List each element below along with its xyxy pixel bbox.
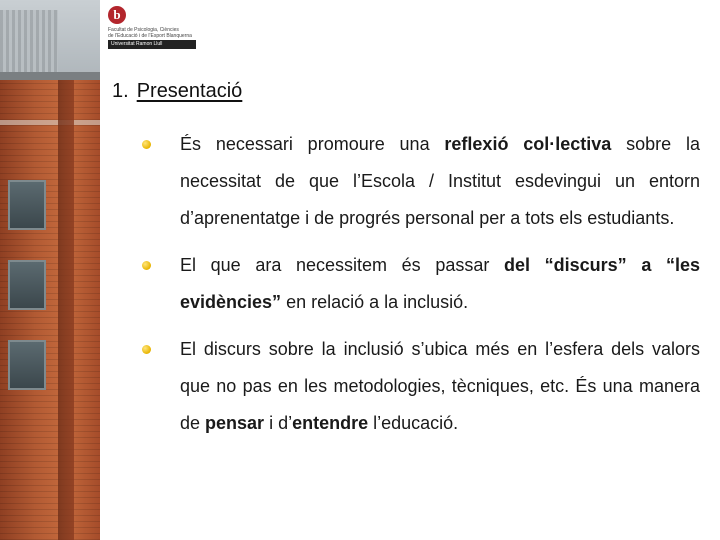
bullet-text: sobre la necessitat de que l’Escola / Institut esdevingui un entorn d’aprenentatge i de progrés personal per a tots els estudiants. <box>180 134 700 228</box>
title-text: Presentació <box>136 80 243 102</box>
bullet-dot-icon <box>142 140 151 149</box>
bullet-text: en relació a la inclusió. <box>281 292 469 312</box>
logo-line-1: Facultat de Psicologia, Ciències <box>108 27 179 33</box>
bullet-emphasis: reflexió col·lectiva <box>444 134 612 154</box>
slide-title <box>112 80 242 103</box>
photo-window <box>8 340 46 390</box>
bullet-text: El que ara necessitem és passar <box>180 255 504 275</box>
photo-roof <box>0 72 100 80</box>
bullet-emphasis: pensar <box>205 413 265 433</box>
bullet-text: El discurs sobre la inclusió s’ubica més en l’esfera dels valors que no pas en les metodologies, tècniques, etc. És una manera de <box>180 339 700 433</box>
bullet-text: És necessari promoure una <box>180 134 445 154</box>
bullet-emphasis: del “discurs” a “les evidències” <box>180 255 700 312</box>
bullet-dot-icon <box>142 261 151 270</box>
bullet-dot-icon <box>142 345 151 354</box>
logo-mark: b <box>108 6 126 24</box>
bullet-item <box>140 126 700 237</box>
bullet-item <box>140 331 700 442</box>
building-photo <box>0 0 100 540</box>
photo-grille <box>0 10 58 80</box>
photo-ledge <box>0 120 100 125</box>
faculty-logo <box>108 6 198 50</box>
bullet-text: l’educació. <box>368 413 459 433</box>
photo-window <box>8 260 46 310</box>
photo-brick-wall <box>0 80 100 540</box>
logo-university-bar: Universitat Ramon Llull <box>108 40 196 49</box>
bullet-text: i d’ <box>264 413 293 433</box>
photo-window <box>8 180 46 230</box>
title-number: 1. <box>112 80 129 102</box>
bullet-list <box>140 126 700 452</box>
photo-pillar <box>58 80 74 540</box>
logo-line-2: de l'Educació i de l'Esport Blanquerna <box>108 33 192 39</box>
bullet-item <box>140 247 700 321</box>
bullet-emphasis: entendre <box>292 413 369 433</box>
